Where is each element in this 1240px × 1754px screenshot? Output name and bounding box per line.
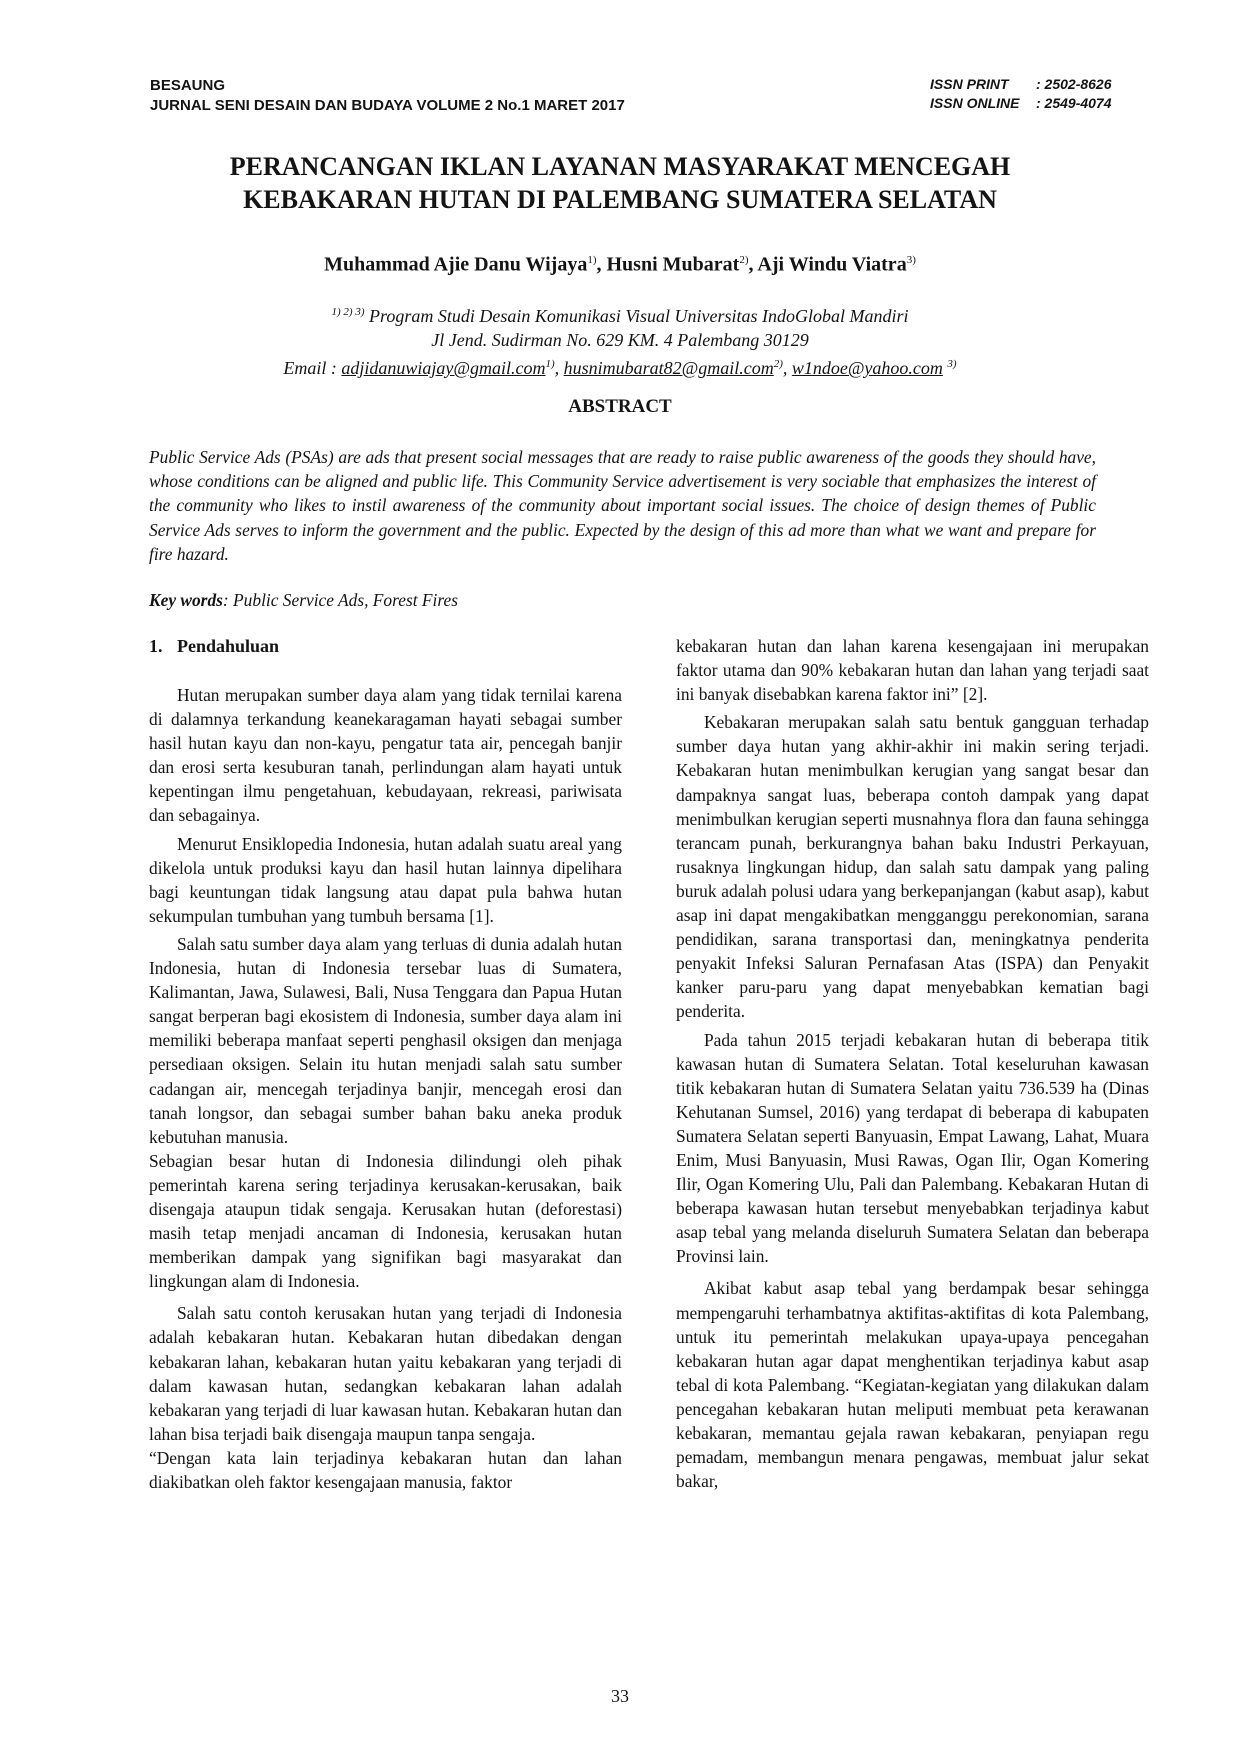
- email-sup: 3): [947, 358, 957, 370]
- author-name: Muhammad Ajie Danu Wijaya: [324, 253, 588, 276]
- abstract-heading: ABSTRACT: [568, 396, 672, 417]
- email-label: Email :: [283, 358, 337, 378]
- affiliation-sup: 1) 2) 3): [331, 306, 365, 318]
- author-name: Husni Mubarat: [606, 253, 740, 276]
- author-sup: 3): [906, 254, 916, 266]
- journal-header: [150, 76, 625, 116]
- page-number: 33: [611, 1686, 629, 1706]
- issn-online-value: : 2549-4074: [1036, 95, 1112, 111]
- email-link[interactable]: adjidanuwiajay@gmail.com: [341, 358, 546, 378]
- section-title: Pendahuluan: [177, 636, 280, 656]
- paragraph: Hutan merupakan sumber daya alam yang tidak ternilai karena di dalamnya terkandung keanekaragaman hayati sebagai sumber hasil hutan kayu dan non-kayu, pengatur tata air, pencegah banjir dan erosi serta kesuburan tanah, perlindungan alam hayati untuk kepentingan ilmu pengetahuan, kebudayaan, rekreasi, pariwisata dan sebagainya.: [149, 685, 622, 826]
- paragraph: Salah satu contoh kerusakan hutan yang terjadi di Indonesia adalah kebakaran hutan. Kebakaran hutan dibedakan dengan kebakaran lahan, kebakaran hutan yaitu kebakaran yang terjadi di dalam kawasan hutan, sedangkan kebakaran lahan adalah kebakaran yang terjadi di luar kawasan hutan. Kebakaran hutan dan lahan bisa terjadi baik disengaja maupun tanpa sengaja.: [149, 1303, 622, 1444]
- paragraph: “Dengan kata lain terjadinya kebakaran hutan dan lahan diakibatkan oleh faktor kesengajaan manusia, faktor: [149, 1447, 622, 1492]
- paragraph: Pada tahun 2015 terjadi kebakaran hutan di beberapa titik kawasan hutan di Sumatera Selatan. Total keseluruhan kawasan titik kebakaran hutan di Sumatera Selatan yaitu 736.539 ha (Dinas Kehutanan Sumsel, 2016) yang terdapat di beberapa di kabupaten Sumatera Selatan seperti Banyuasin, Empat Lawang, Lahat, Muara Enim, Musi Banyuasin, Musi Rawas, Ogan Ilir, Ogan Komering Ilir, Ogan Komering Ulu, Pali dan Palembang. Kebakaran Hutan di beberapa kawasan hutan tersebut menyebabkan terjadinya kabut asap tebal yang melanda diseluruh Sumatera Selatan dan beberapa Provinsi lain.: [676, 1029, 1149, 1267]
- issn-print-value: : 2502-8626: [1036, 76, 1112, 92]
- title-line-1: PERANCANGAN IKLAN LAYANAN MASYARAKAT MENCEGAH: [229, 152, 1011, 181]
- email-sup: 1): [545, 358, 555, 370]
- affiliation-block: [130, 300, 1110, 380]
- left-column: [149, 634, 622, 1494]
- journal-subtitle: JURNAL SENI DESAIN DAN BUDAYA VOLUME 2 No.1 MARET 2017: [150, 97, 625, 114]
- email-line: Email : adjidanuwiajay@gmail.com$^{1)}$, husnimubarat82@gmail.com$^{2)}$, w1ndoe@yahoo.com $^{3)}$: [283, 358, 957, 378]
- keywords-text: : Public Service Ads, Forest Fires: [222, 590, 458, 610]
- section-number: 1.: [149, 636, 163, 656]
- issn-online: [930, 94, 1112, 113]
- section-heading: [149, 634, 622, 658]
- paper-title: [130, 150, 1110, 216]
- author-sup: 2): [739, 254, 749, 266]
- author-name: Aji Windu Viatra: [757, 253, 907, 276]
- paragraph: Salah satu sumber daya alam yang terluas di dunia adalah hutan Indonesia, hutan di Indonesia tersebar luas di Sumatera, Kalimantan, Jawa, Sulawesi, Bali, Nusa Tenggara dan Papua Hutan sangat berperan bagi ekosistem di Indonesia, sumber daya alam ini memiliki beberapa manfaat seperti penghasil oksigen dan menjaga persediaan oksigen. Selain itu hutan menjadi salah satu sumber cadangan air, mencegah terjadinya banjir, mencegah erosi dan tanah longsor, dan sebagai sumber bahan baku aneka produk kebutuhan manusia.: [149, 933, 622, 1147]
- keywords-line: [149, 588, 458, 612]
- journal-name: BESAUNG: [150, 77, 226, 94]
- author-sup: 1): [587, 254, 597, 266]
- email-link[interactable]: husnimubarat82@gmail.com: [563, 358, 774, 378]
- issn-block: [930, 75, 1112, 113]
- issn-online-label: ISSN ONLINE: [930, 95, 1020, 111]
- title-line-2: KEBAKARAN HUTAN DI PALEMBANG SUMATERA SELATAN: [243, 185, 997, 214]
- keywords-label: Key words: [149, 590, 223, 610]
- affiliation-address: Jl Jend. Sudirman No. 629 KM. 4 Palembang 30129: [431, 330, 809, 350]
- issn-print-label: ISSN PRINT: [930, 76, 1009, 92]
- email-link[interactable]: w1ndoe@yahoo.com: [791, 358, 943, 378]
- right-column: [676, 634, 1149, 1493]
- abstract-text: Public Service Ads (PSAs) are ads that present social messages that are ready to raise public awareness of the goods they should have, whose conditions can be aligned and public life. This Community Service advertisement is very sociable that emphasizes the interest of the community who likes to instil awareness of the community about important social issues. The choice of design themes of Public Service Ads serves to inform the government and the public. Expected by the design of this ad more than what we want and prepare for fire hazard.: [149, 447, 1096, 564]
- paragraph: Akibat kabut asap tebal yang berdampak besar sehingga mempengaruhi terhambatnya aktifitas-aktifitas di kota Palembang, untuk itu pemerintah melakukan upaya-upaya pencegahan kebakaran hutan agar dapat menghentikan terjadinya kabut asap tebal di kota Palembang. “Kegiatan-kegiatan yang dilakukan dalam pencegahan kebakaran hutan meliputi membuat peta kerawanan kebakaran, memantau gejala rawan kebakaran, penyiapan regu pemadam, membangun menara pengawas, membuat jalur sekat bakar,: [676, 1278, 1149, 1492]
- paragraph: Kebakaran merupakan salah satu bentuk gangguan terhadap sumber daya hutan yang akhir-akhir ini makin sering terjadi. Kebakaran hutan menimbulkan kerugian yang sangat besar dan dampaknya sangat luas, beberapa contoh dampak yang dapat menimbulkan kerugian seperti musnahnya flora dan fauna sehingga terancam punah, berkurangnya bahan baku Industri Perkayuan, rusaknya lingkungan hidup, dan salah satu dampak yang paling buruk adalah polusi udara yang berkepanjangan (kabut asap), kabut asap ini dapat mengakibatkan mengganggu perekonomian, sarana pendidikan, sarana transportasi dan, meningkatnya penderita penyakit Infeksi Saluran Pernafasan Atas (ISPA) dan Penyakit kanker paru-paru yang dapat menyebabkan kematian bagi penderita.: [676, 712, 1149, 1022]
- issn-print: [930, 75, 1112, 94]
- paragraph: Menurut Ensiklopedia Indonesia, hutan adalah suatu areal yang dikelola untuk produksi kayu dan hasil hutan lainnya dipelihara bagi keuntungan tidak langsung atau dapat pula bahwa hutan sekumpulan tumbuhan yang tumbuh bersama [1].: [149, 833, 622, 926]
- author-list: Muhammad Ajie Danu Wijaya$^{1)}$, Husni Mubarat$^{2)}$, Aji Windu Viatra$^{3)}$: [324, 253, 916, 276]
- affiliation-line: [130, 300, 1110, 328]
- email-sup: 2): [773, 358, 783, 370]
- paragraph: Sebagian besar hutan di Indonesia dilindungi oleh pihak pemerintah karena sering terjadinya kerusakan-kerusakan, baik disengaja ataupun tidak sengaja. Kerusakan hutan (deforestasi) masih tetap menjadi ancaman di Indonesia, kerusakan hutan memberikan dampak yang signifikan bagi masyarakat dan lingkungan alam di Indonesia.: [149, 1150, 622, 1292]
- paragraph: kebakaran hutan dan lahan karena kesengajaan ini merupakan faktor utama dan 90% kebakaran hutan dan lahan yang terjadi saat ini banyak disebabkan karena faktor ini” [2].: [676, 636, 1149, 705]
- affiliation-institution: Program Studi Desain Komunikasi Visual Universitas IndoGlobal Mandiri: [369, 306, 909, 326]
